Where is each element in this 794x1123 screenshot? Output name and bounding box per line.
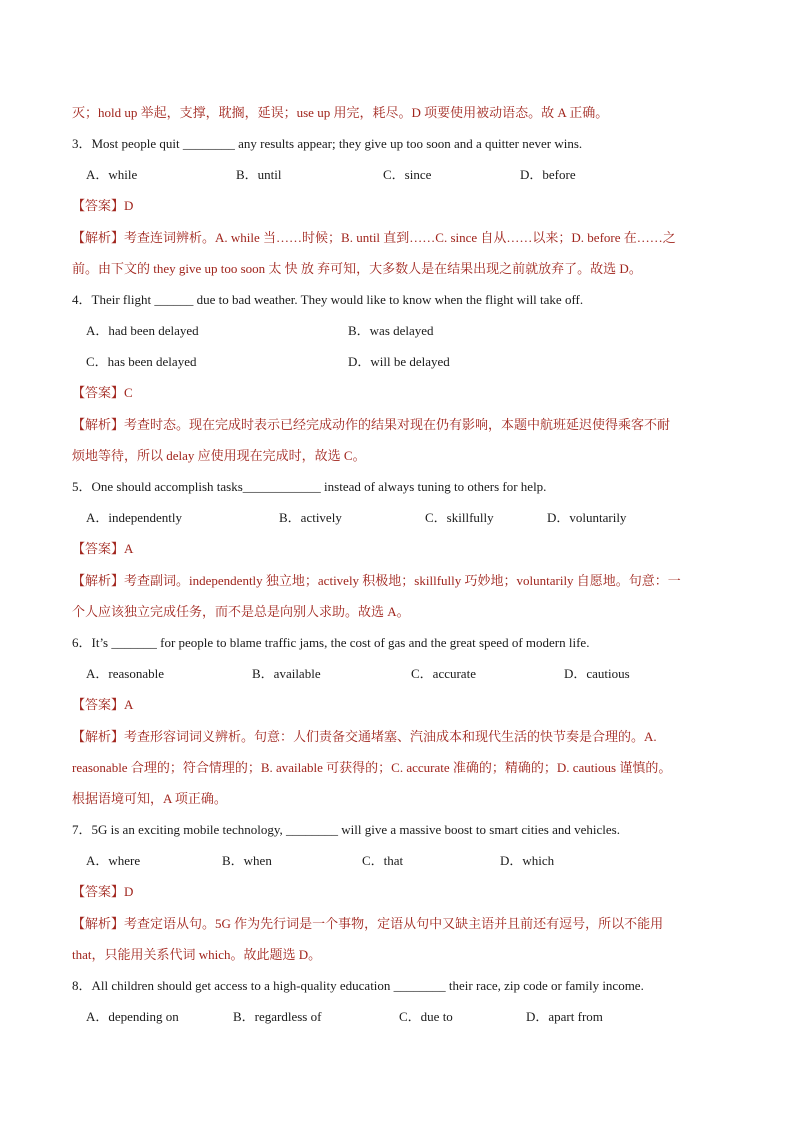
question-7-option-d: D．which (500, 853, 555, 868)
question-6-stem: 6．It’s _______ for people to blame traffic jams, the cost of gas and the great speed of modern life. (72, 635, 590, 650)
answer-label: 【答案】 (72, 198, 125, 213)
question-4-stem: 4．Their flight ______ due to bad weather. They would like to know when the flight will take off. (72, 292, 584, 307)
analysis-label: 【解析】 (72, 729, 125, 744)
analysis-text: 考查定语从句。5G 作为先行词是一个事物，定语从句中又缺主语并且前还有逗号，所以不能用 (124, 916, 664, 931)
answer-value: D (124, 198, 134, 213)
question-3-option-a: A．while (86, 167, 138, 182)
question-6-analysis-line-1 (72, 727, 657, 747)
question-4-option-c: C．has been delayed (86, 354, 197, 369)
question-5-option-a: A．independently (86, 510, 183, 525)
question-5-stem: 5．One should accomplish tasks____________ instead of always tuning to others for help. (72, 479, 547, 494)
question-6-analysis-line-2: reasonable 合理的；符合情理的；B. available 可获得的；C. accurate 准确的；精确的；D. cautious 谨慎的。 (72, 760, 672, 775)
analysis-label: 【解析】 (72, 916, 125, 931)
question-3-option-b: B．until (236, 167, 282, 182)
question-7-answer (72, 882, 133, 902)
answer-label: 【答案】 (72, 697, 125, 712)
analysis-label: 【解析】 (72, 230, 125, 245)
question-5-analysis-line-1 (72, 571, 681, 591)
question-4-option-b: B．was delayed (348, 323, 434, 338)
answer-value: A (124, 697, 134, 712)
answer-label: 【答案】 (72, 884, 125, 899)
question-7-analysis-line-1 (72, 914, 663, 934)
question-3-stem: 3．Most people quit ________ any results appear; they give up too soon and a quitter never wins. (72, 136, 583, 151)
question-5-answer (72, 539, 133, 559)
question-4-option-d: D．will be delayed (348, 354, 450, 369)
question-5-analysis-line-2: 个人应该独立完成任务，而不是总是向别人求助。故选 A。 (72, 604, 410, 619)
question-3-analysis-line-1 (72, 228, 676, 248)
question-4-analysis-line-2: 烦地等待，所以 delay 应使用现在完成时，故选 C。 (72, 448, 366, 463)
intro-analysis-text: 灭；hold up 举起，支撑，耽搁，延误；use up 用完，耗尽。D 项要使用被动语态。故 A 正确。 (72, 105, 609, 120)
answer-label: 【答案】 (72, 385, 125, 400)
analysis-text: 考查形容词词义辨析。句意：人们责备交通堵塞、汽油成本和现代生活的快节奏是合理的。A. (124, 729, 657, 744)
question-8-option-c: C．due to (399, 1009, 453, 1024)
question-6-analysis-line-3: 根据语境可知，A 项正确。 (72, 791, 227, 806)
question-8-option-b: B．regardless of (233, 1009, 322, 1024)
answer-value: C (124, 385, 133, 400)
question-4-option-a: A．had been delayed (86, 323, 199, 338)
question-6-option-b: B．available (252, 666, 321, 681)
question-8-stem: 8．All children should get access to a high-quality education ________ their race, zip code or family income. (72, 978, 644, 993)
question-6-option-a: A．reasonable (86, 666, 164, 681)
analysis-text: 考查连词辨析。A. while 当……时候；B. until 直到……C. since 自从……以来；D. before 在……之 (124, 230, 676, 245)
question-5-option-b: B．actively (279, 510, 342, 525)
question-4-answer (72, 383, 133, 403)
question-7-stem: 7．5G is an exciting mobile technology, ________ will give a massive boost to smart cities and vehicles. (72, 822, 620, 837)
question-5-option-d: D．voluntarily (547, 510, 627, 525)
answer-label: 【答案】 (72, 541, 125, 556)
analysis-text: 考查时态。现在完成时表示已经完成动作的结果对现在仍有影响，本题中航班延迟使得乘客不耐 (124, 417, 671, 432)
question-6-option-d: D．cautious (564, 666, 630, 681)
answer-value: A (124, 541, 134, 556)
question-8-option-d: D．apart from (526, 1009, 603, 1024)
answer-value: D (124, 884, 134, 899)
question-7-option-b: B．when (222, 853, 272, 868)
question-7-option-c: C．that (362, 853, 404, 868)
question-6-option-c: C．accurate (411, 666, 476, 681)
question-3-option-c: C．since (383, 167, 432, 182)
question-5-option-c: C．skillfully (425, 510, 494, 525)
question-6-answer (72, 695, 133, 715)
question-7-analysis-line-2: that，只能用关系代词 which。故此题选 D。 (72, 947, 322, 962)
question-3-option-d: D．before (520, 167, 576, 182)
analysis-label: 【解析】 (72, 573, 125, 588)
analysis-text: 考查副词。independently 独立地；actively 积极地；skillfully 巧妙地；voluntarily 自愿地。句意：一 (124, 573, 681, 588)
question-7-option-a: A．where (86, 853, 141, 868)
analysis-label: 【解析】 (72, 417, 125, 432)
question-3-analysis-line-2: 前。由下文的 they give up too soon 太 快 放 弃可知，大多数人是在结果出现之前就放弃了。故选 D。 (72, 261, 642, 276)
question-8-option-a: A．depending on (86, 1009, 179, 1024)
question-3-answer (72, 196, 133, 216)
question-4-analysis-line-1 (72, 415, 670, 435)
